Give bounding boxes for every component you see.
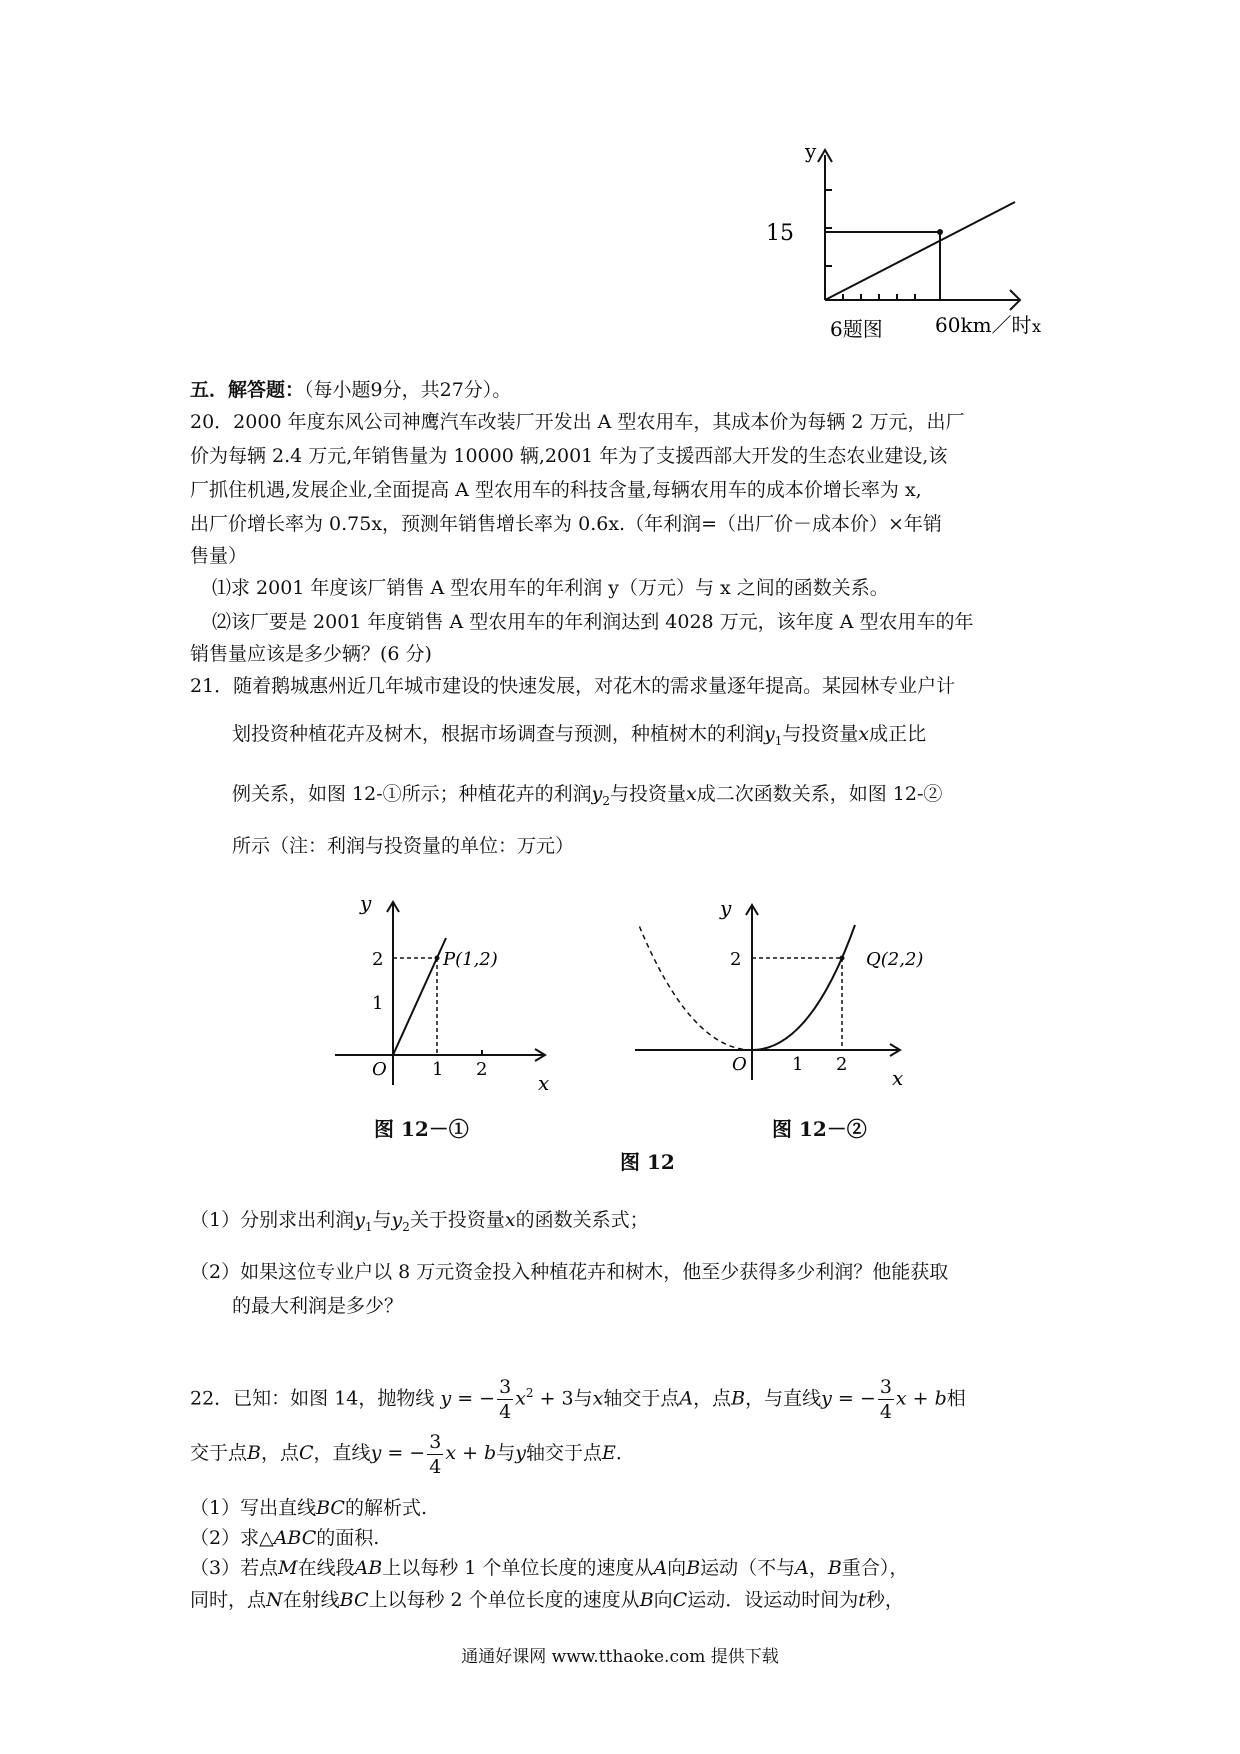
fraction-3-4 [497, 1375, 513, 1424]
point-C: C [672, 1589, 688, 1611]
point-B: B [247, 1442, 261, 1464]
point-C: C [299, 1442, 314, 1464]
triangle-ABC: ABC [273, 1527, 317, 1549]
x-axis-label: x [1032, 317, 1042, 336]
figure-12-1-caption: 图 12－① [374, 1117, 469, 1141]
fraction-denominator: 4 [429, 1455, 442, 1478]
q22-intro: 22．已知：如图 14，抛物线 [190, 1387, 435, 1410]
q21-line-4: 所示（注：利润与投资量的单位：万元） [232, 835, 575, 857]
var-y1-subscript: 1 [774, 733, 783, 748]
var-y2-subscript: 2 [402, 1219, 410, 1234]
var-y2: y [391, 1209, 403, 1231]
parabola-eq-constant: + 3 [533, 1387, 574, 1410]
q22-and-line: ，与直线 [745, 1387, 822, 1410]
q21-line-3-end: 成二次函数关系，如图 12-② [696, 783, 943, 805]
figure-12-1 [330, 890, 560, 1100]
proportional-line [393, 938, 446, 1055]
q22-sub-3 [190, 1554, 908, 1582]
intersection-point [937, 229, 943, 235]
point-A: A [679, 1387, 694, 1410]
section-title: 五．解答题： [190, 379, 305, 401]
segment-AB: AB [354, 1557, 383, 1579]
figure-12-2 [630, 885, 924, 1100]
q22-with: 与 [496, 1442, 516, 1464]
parabola-dashed-left [638, 923, 752, 1050]
y-value-label: 15 [766, 221, 794, 246]
q22-with: 与 [573, 1387, 593, 1410]
q22-sub-2-text: （2）求△ [190, 1527, 274, 1549]
parabola-eq-lhs: y = − [440, 1387, 496, 1410]
q21-line-2-text: 划投资种植花卉及树木，根据市场调查与预测，种植树木的利润 [232, 723, 765, 745]
q20-line-1: 20．2000 年度东风公司神鹰汽车改装厂开发出 A 型农用车，其成本价为每辆 2 万元，出厂 [190, 411, 965, 433]
q22-point-word: ，点 [260, 1442, 299, 1464]
q22-sub-3-to: 向 [667, 1557, 687, 1579]
segment-BC: BC [316, 1497, 345, 1519]
line-eq-lhs: y = − [370, 1442, 426, 1464]
x-tick-label: 2 [836, 1054, 848, 1075]
x-axis-label: x [892, 1066, 904, 1090]
fraction-3-4 [427, 1430, 443, 1479]
q21-question-1-and: 与 [372, 1209, 392, 1231]
var-y: y [515, 1442, 526, 1464]
point-A: A [795, 1557, 809, 1579]
q22-line-1-end: 相 [946, 1387, 966, 1410]
fraction-numerator: 3 [879, 1375, 892, 1398]
q21-question-1-end: 的函数关系式； [515, 1209, 649, 1231]
comma: ， [693, 1387, 713, 1410]
fraction-denominator: 4 [879, 1400, 892, 1423]
point-P [435, 956, 440, 961]
point-A: A [653, 1557, 668, 1579]
q22-sub-1 [190, 1494, 427, 1522]
var-x: x [858, 723, 870, 745]
line-eq-rhs: x + b [895, 1387, 947, 1410]
var-y1: y [764, 723, 775, 745]
q21-line-2-mid: 与投资量 [782, 723, 859, 745]
section-note: （每小题9分，共27分）。 [304, 379, 512, 401]
q20-line-4: 出厂价增长率为 0.75x，预测年销售增长率为 0.6x.（年利润=（出厂价－成本价）×年销 [190, 513, 942, 535]
proportional-line [825, 202, 1015, 300]
x-axis-label: x [538, 1071, 550, 1095]
y-axis-label: y [720, 896, 732, 920]
q22-sub-4 [190, 1586, 904, 1614]
point-N: N [266, 1589, 283, 1611]
period: ． [615, 1442, 635, 1464]
q20-line-5: 售量） [190, 545, 248, 567]
q22-sub-3-move: 运动（不与 [700, 1557, 796, 1579]
var-x: x [592, 1387, 604, 1410]
y-tick-label: 1 [372, 993, 384, 1014]
var-x: x [686, 783, 697, 805]
origin-label: O [372, 1059, 387, 1080]
x-tick-label: 1 [432, 1059, 444, 1080]
var-y1-subscript: 1 [364, 1219, 373, 1234]
q20-sub-2b: 销售量应该是多少辆？(6 分) [190, 643, 432, 665]
q21-question-1-text: （1）分别求出利润 [190, 1209, 355, 1231]
q22-line-word: ，直线 [313, 1442, 371, 1464]
q20-line-2: 价为每辆 2.4 万元,年销售量为 10000 辆,2001 年为了支援西部大开发的生态农业建设,该 [190, 445, 948, 467]
q22-sub-4-time: 运动．设运动时间为 [687, 1589, 859, 1611]
q22-line-2 [190, 1428, 635, 1479]
q21-line-1: 21．随着鹅城惠州近几年城市建设的快速发展，对花木的需求量逐年提高。某园林专业户计 [190, 675, 956, 697]
q20-sub-1: ⑴求 2001 年度该厂销售 A 型农用车的年利润 y（万元）与 x 之间的函数关系。 [212, 577, 889, 599]
comma: ， [808, 1557, 828, 1579]
q22-intersect-at: 交于点 [190, 1442, 248, 1464]
section-heading [190, 376, 511, 404]
figure-6-graph [766, 139, 1070, 341]
q22-axis-intersect: 轴交于点 [525, 1442, 602, 1464]
point-B: B [639, 1589, 654, 1611]
y-axis-label: y [805, 139, 817, 163]
point-E: E [601, 1442, 616, 1464]
q21-line-2-end: 成正比 [869, 723, 927, 745]
x-tick-label: 2 [476, 1059, 488, 1080]
figure-6-caption: 6题图 [830, 317, 883, 341]
q22-sub-3-end: 重合）， [841, 1557, 909, 1579]
q21-question-2b: 的最大利润是多少？ [232, 1295, 404, 1317]
origin-label: O [732, 1054, 747, 1075]
q20-sub-2a: ⑵该厂要是 2001 年度销售 A 型农用车的年利润达到 4028 万元，该年度 A 型农用车的年 [212, 611, 974, 633]
q22-sub-3-text: （3）若点 [190, 1557, 279, 1579]
parabola-eq-exponent: 2 [525, 1386, 534, 1400]
point-B: B [686, 1557, 701, 1579]
fraction-3-4 [878, 1375, 894, 1424]
q22-sub-3-on: 在线段 [297, 1557, 355, 1579]
q22-sub-3-speed: 上以每秒 1 个单位长度的速度从 [382, 1557, 654, 1579]
point-Q [840, 956, 845, 961]
q22-point-word: 点 [712, 1387, 732, 1410]
x-tick-label: 1 [792, 1054, 804, 1075]
q21-question-2a: （2）如果这位专业户以 8 万元资金投入种植花卉和树木，他至少获得多少利润？他能获取 [190, 1261, 949, 1283]
q22-sub-4-to: 向 [653, 1589, 673, 1611]
point-B: B [731, 1387, 746, 1410]
point-Q-label: Q(2,2) [866, 949, 924, 970]
q22-line-1 [190, 1368, 966, 1424]
line-eq-rhs: x + b [445, 1442, 497, 1464]
parabola-solid-right [752, 925, 855, 1050]
q20-line-3: 厂抓住机遇,发展企业,全面提高 A 型农用车的科技含量,每辆农用车的成本价增长率为 x, [190, 479, 922, 501]
figure-12-2-caption: 图 12－② [772, 1117, 867, 1141]
fraction-numerator: 3 [499, 1375, 512, 1398]
point-P-label: P(1,2) [443, 949, 498, 970]
q22-axis-intersect: 轴交于点 [603, 1387, 680, 1410]
q21-line-2 [232, 720, 926, 755]
q21-question-1-mid: 关于投资量 [409, 1209, 505, 1231]
var-y1: y [354, 1209, 365, 1231]
q22-sub-1-text: （1）写出直线 [190, 1497, 317, 1519]
q22-sub-2 [190, 1524, 379, 1552]
q22-sub-4-ray: 在射线 [282, 1589, 340, 1611]
y-tick-label: 2 [730, 949, 742, 970]
line-eq-lhs: y = − [821, 1387, 876, 1410]
var-t: t [858, 1589, 866, 1611]
x-value-label: 60km／时 [935, 313, 1032, 337]
point-M: M [278, 1557, 298, 1579]
y-axis-label: y [360, 891, 372, 915]
var-y2: y [591, 783, 603, 805]
q22-sub-1-end: 的解析式. [344, 1497, 427, 1519]
q22-sub-4-speed: 上以每秒 2 个单位长度的速度从 [368, 1589, 640, 1611]
q21-line-3-mid: 与投资量 [610, 783, 687, 805]
q21-question-1 [190, 1206, 649, 1241]
parabola-eq-x: x [515, 1387, 526, 1410]
fraction-numerator: 3 [429, 1430, 442, 1453]
q22-sub-4-end: 秒， [865, 1589, 904, 1611]
q22-sub-4-text: 同时，点 [190, 1589, 267, 1611]
q21-line-3-text: 例关系，如图 12-①所示；种植花卉的利润 [232, 783, 592, 805]
fraction-denominator: 4 [499, 1400, 512, 1423]
var-x: x [504, 1209, 516, 1231]
y-tick-label: 2 [372, 949, 384, 970]
q22-sub-2-end: 的面积. [316, 1527, 380, 1549]
figure-12-caption: 图 12 [620, 1150, 675, 1174]
point-B: B [827, 1557, 842, 1579]
page-footer: 通通好课网 www.tthaoke.com 提供下载 [461, 1647, 779, 1667]
q21-line-3 [232, 780, 942, 815]
segment-BC: BC [339, 1589, 369, 1611]
var-y2-subscript: 2 [602, 793, 611, 808]
